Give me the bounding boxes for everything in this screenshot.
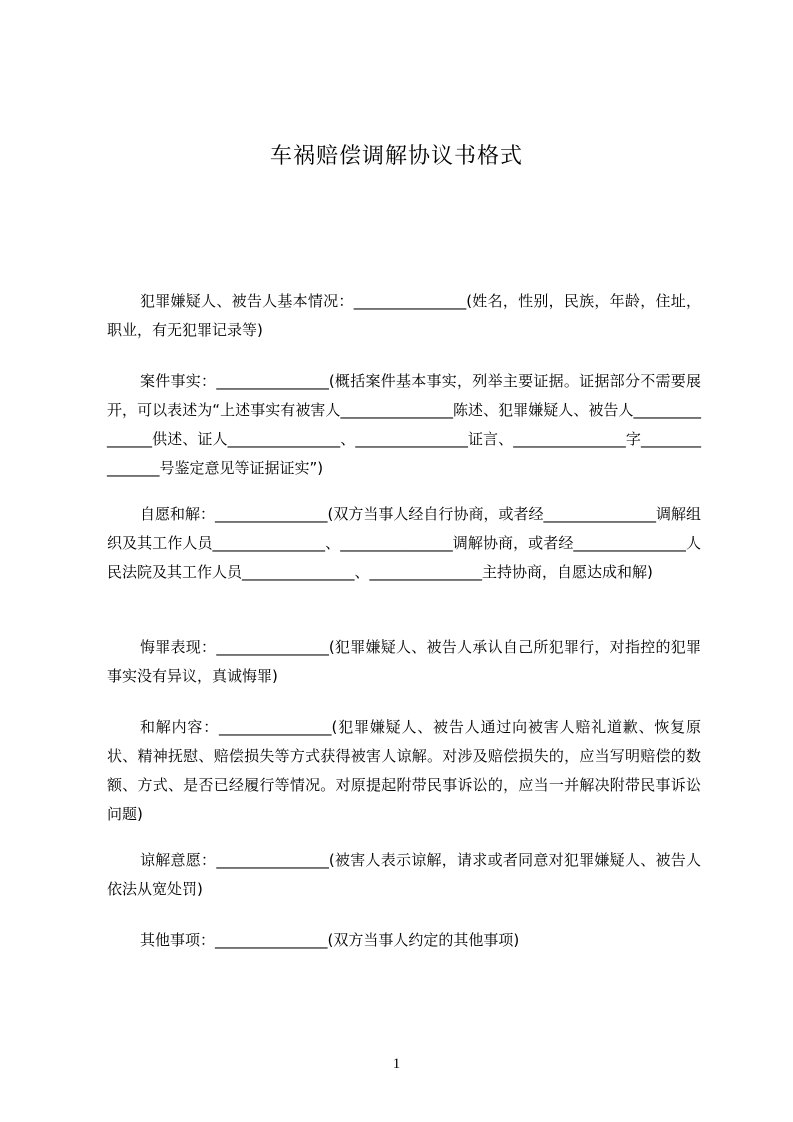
section-voluntary-settlement: 自愿和解：_______________(双方当事人经自行协商，或者经_______________调解组织及其工作人员_______________、_______________调解协商，或者经_______________人民法院及其工作人员_______________、_______________主持协商，自愿达成和解)	[107, 505, 701, 581]
section-settlement-content: 和解内容：_______________(犯罪嫌疑人、被告人通过向被害人赔礼道歉、恢复原状、精神抚慰、赔偿损失等方式获得被害人谅解。对涉及赔偿损失的，应当写明赔偿的数额、方式、是否已经履行等情况。对原提起附带民事诉讼的，应当一并解决附带民事诉讼问题)	[107, 718, 701, 823]
page-number: 1	[392, 1056, 401, 1072]
section-case-facts: 案件事实：_______________(概括案件基本事实，列举主要证据。证据部分不需要展开，可以表述为“上述事实有被害人_______________陈述、犯罪嫌疑人、被告人_______________供述、证人_______________、_______________证言、_______________字_______________号鉴定意见等证据证实”)	[107, 372, 701, 477]
section-basic-info: 犯罪嫌疑人、被告人基本情况：_______________(姓名，性别，民族，年龄，住址，职业，有无犯罪记录等)	[107, 292, 701, 339]
section-repentance: 悔罪表现：_______________(犯罪嫌疑人、被告人承认自己所犯罪行，对指控的犯罪事实没有异议，真诚悔罪)	[107, 638, 701, 685]
document-title: 车祸赔偿调解协议书格式	[269, 144, 523, 169]
section-other-matters: 其他事项：_______________(双方当事人约定的其他事项)	[140, 931, 520, 949]
section-forgiveness: 谅解意愿：_______________(被害人表示谅解，请求或者同意对犯罪嫌疑人、被告人依法从宽处罚)	[107, 851, 701, 898]
